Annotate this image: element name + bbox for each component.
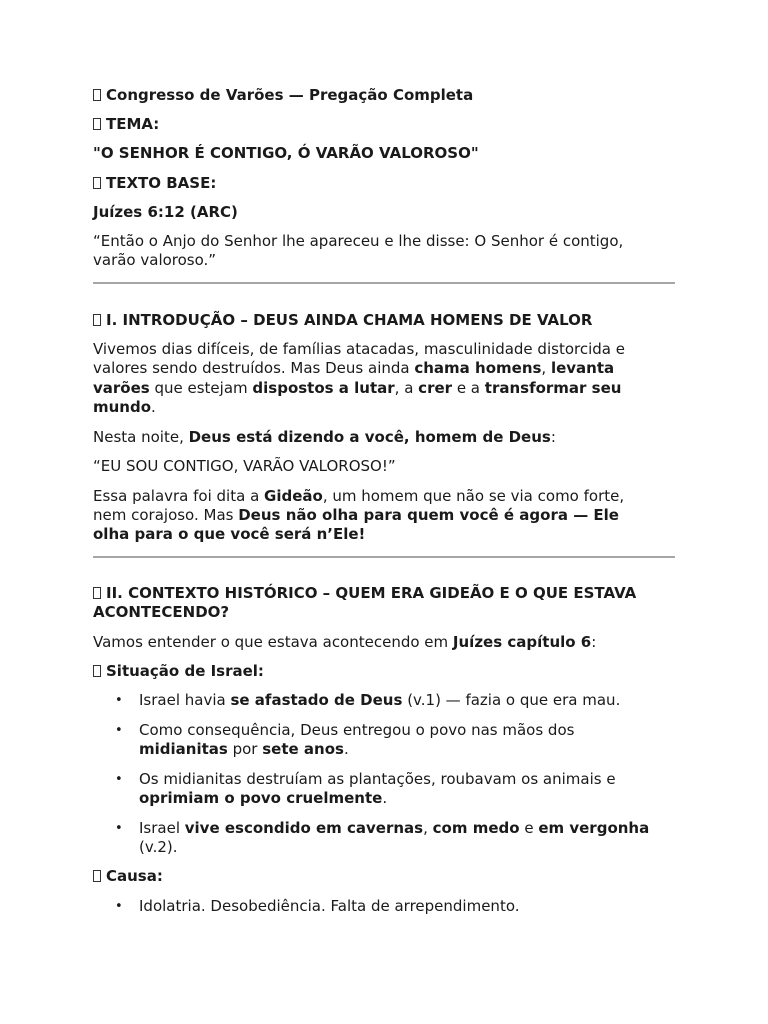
verse-line-1: “Então o Anjo do Senhor lhe apareceu e lhe disse: O Senhor é contigo, xyxy=(93,232,624,250)
intro-paragraph-4-line-2: nem corajoso. Mas Deus não olha para quem você é agora — Ele xyxy=(93,506,619,524)
tema-label: TEMA: xyxy=(93,115,159,135)
divider xyxy=(93,282,675,284)
list-item-continuation: oprimiam o povo cruelmente. xyxy=(139,789,388,807)
situacao-label: Situação de Israel: xyxy=(93,662,264,682)
list-item: Idolatria. Desobediência. Falta de arrependimento. xyxy=(139,897,520,915)
section-1-heading: I. INTRODUÇÃO – DEUS AINDA CHAMA HOMENS DE VALOR xyxy=(93,311,592,331)
section-2-heading-line-1: II. CONTEXTO HISTÓRICO – QUEM ERA GIDEÃO E O QUE ESTAVA xyxy=(93,584,636,604)
missing-glyph-box-icon xyxy=(93,314,101,326)
list-item: Israel havia se afastado de Deus (v.1) — fazia o que era mau. xyxy=(139,691,621,709)
missing-glyph-box-icon xyxy=(93,587,101,599)
causa-label: Causa: xyxy=(93,867,163,887)
intro-paragraph-4-line-3: olha para o que você será n’Ele! xyxy=(93,525,366,543)
intro-paragraph-line-2: valores sendo destruídos. Mas Deus ainda chama homens, levanta xyxy=(93,359,615,377)
intro-paragraph-line-4: mundo. xyxy=(93,398,156,416)
bullet-icon: • xyxy=(115,772,123,787)
divider xyxy=(93,556,675,558)
list-item-continuation: (v.2). xyxy=(139,838,178,856)
texto-base-label: TEXTO BASE: xyxy=(93,174,216,194)
intro-paragraph-line-1: Vivemos dias difíceis, de famílias atacadas, masculinidade distorcida e xyxy=(93,340,625,358)
intro-paragraph-4-line-1: Essa palavra foi dita a Gideão, um homem que não se via como forte, xyxy=(93,487,625,505)
texto-base-reference: Juízes 6:12 (ARC) xyxy=(93,203,238,221)
bullet-icon: • xyxy=(115,899,123,914)
missing-glyph-box-icon xyxy=(93,870,101,882)
section-2-heading-line-2: ACONTECENDO? xyxy=(93,603,230,621)
bullet-icon: • xyxy=(115,693,123,708)
missing-glyph-box-icon xyxy=(93,665,101,677)
list-item-continuation: midianitas por sete anos. xyxy=(139,740,349,758)
list-item: Os midianitas destruíam as plantações, roubavam os animais e xyxy=(139,770,616,788)
bullet-icon: • xyxy=(115,723,123,738)
document-title: Congresso de Varões — Pregação Completa xyxy=(93,86,473,106)
list-item: Israel vive escondido em cavernas, com medo e em vergonha xyxy=(139,819,650,837)
intro-paragraph-line-3: varões que estejam dispostos a lutar, a crer e a transformar seu xyxy=(93,379,622,397)
list-item: Como consequência, Deus entregou o povo nas mãos dos xyxy=(139,721,575,739)
tema-text: "O SENHOR É CONTIGO, Ó VARÃO VALOROSO" xyxy=(93,144,479,162)
bullet-icon: • xyxy=(115,821,123,836)
intro-quote: “EU SOU CONTIGO, VARÃO VALOROSO!” xyxy=(93,457,396,475)
intro-paragraph-2: Nesta noite, Deus está dizendo a você, homem de Deus: xyxy=(93,428,556,446)
missing-glyph-box-icon xyxy=(93,89,101,101)
section-2-intro: Vamos entender o que estava acontecendo em Juízes capítulo 6: xyxy=(93,633,597,651)
verse-line-2: varão valoroso.” xyxy=(93,251,217,269)
missing-glyph-box-icon xyxy=(93,177,101,189)
missing-glyph-box-icon xyxy=(93,118,101,130)
